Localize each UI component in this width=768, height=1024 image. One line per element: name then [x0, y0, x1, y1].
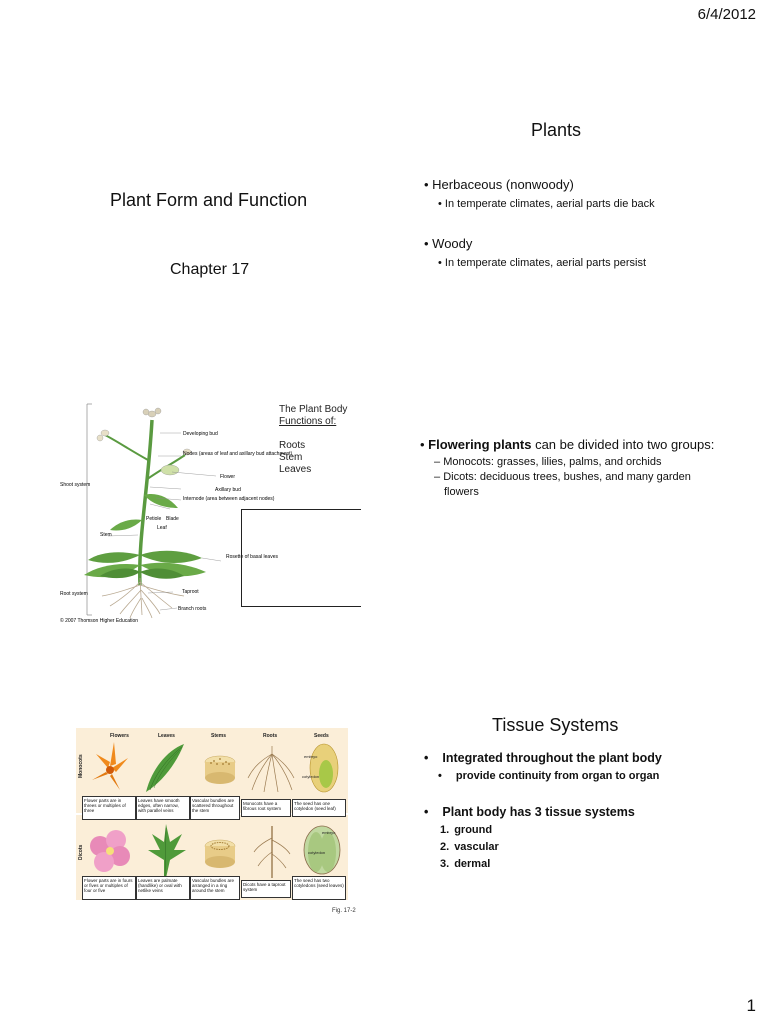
slide6-title: Tissue Systems [492, 715, 619, 735]
page-number: 1 [746, 996, 756, 1015]
caption-box: Leaves have smooth edges, often narrow, with parallel veins [136, 796, 190, 820]
flowering-plants-term: Flowering plants [428, 437, 532, 452]
label-branch-roots: Branch roots [178, 606, 207, 612]
dicot-seed-image [304, 826, 340, 874]
bullet-item: • Herbaceous (nonwoody) [424, 177, 574, 192]
column-flowers: Flowers [110, 733, 129, 739]
caption-box: Dicots have a taproot system [241, 880, 291, 898]
label-axillary-bud: Axillary bud [215, 487, 241, 493]
functions-label: Functions of: [279, 416, 337, 427]
caption-box: Vascular bundles are arranged in a ring around the stem [190, 876, 240, 900]
caption-box: Leaves are palmate (handlike) or oval with netlike veins [136, 876, 190, 900]
column-roots: Roots [263, 733, 278, 739]
empty-text-box [241, 509, 361, 607]
label-taproot: Taproot [182, 589, 199, 595]
slide2-title: Plants [531, 120, 582, 140]
label-developing-bud: Developing bud [183, 431, 218, 437]
plant-body-title: The Plant Body [279, 404, 348, 415]
caption-box: Flower parts are in fours or fives or multiples of four or five [82, 876, 136, 900]
label-petiole: Petiole [146, 516, 162, 522]
sub-bullet-item: • provide continuity from organ to organ [438, 770, 660, 782]
print-date: 6/4/2012 [697, 6, 756, 23]
label-blade: Blade [166, 516, 179, 522]
slide1-subtitle: Chapter 17 [170, 261, 250, 278]
monocot-stem-image [205, 756, 235, 784]
label-rosette: Rosette of basal leaves [226, 554, 278, 560]
label-internode: Internode (area between adjacent nodes) [183, 496, 275, 502]
seed-label-embryo: embryo [322, 830, 336, 835]
row-label-monocots: Monocots [78, 754, 84, 778]
figure-number: Fig. 17-2 [332, 908, 356, 914]
slide1-title: Plant Form and Function [110, 190, 308, 210]
function-item: Stem [279, 452, 303, 463]
label-root-system: Root system [60, 591, 88, 597]
function-item: Roots [279, 440, 306, 451]
row-label-dicots: Dicots [78, 844, 84, 860]
seed-label-cotyledons: cotyledon [308, 850, 326, 855]
dicot-stem-image [205, 840, 235, 868]
seed-label-embryo: embryo [304, 754, 318, 759]
caption-box: Monocots have a fibrous root system [241, 799, 291, 817]
sub-bullet-item: • In temperate climates, aerial parts persist [438, 257, 647, 269]
numbered-item: 1. ground [440, 824, 493, 836]
caption-box: Flower parts are in threes or multiples of three [82, 796, 136, 820]
plant-body-diagram [60, 400, 293, 628]
slide4-content [420, 436, 720, 500]
column-leaves: Leaves [158, 733, 175, 739]
bullet-item: • Woody [424, 236, 473, 251]
plant-body-heading [279, 404, 347, 428]
label-shoot-system: Shoot system [60, 482, 91, 488]
caption-box: Vascular bundles are scattered throughout the stem [190, 796, 240, 820]
functions-list [279, 440, 311, 476]
slide6-content [424, 750, 744, 873]
bullet-item: • Flowering plants can be divided into two groups: [420, 437, 715, 452]
label-flower: Flower [220, 474, 236, 480]
label-stem: Stem [100, 532, 112, 538]
column-stems: Stems [211, 733, 227, 739]
numbered-item: 3. dermal [440, 858, 491, 870]
sub-bullet-item: • In temperate climates, aerial parts die back [438, 198, 655, 210]
seed-label-cotyledon: cotyledon [302, 774, 320, 779]
label-leaf: Leaf [157, 525, 167, 531]
caption-box: The seed has one cotyledon (seed leaf) [292, 799, 346, 817]
diagram-copyright: © 2007 Thomson Higher Education [60, 618, 139, 624]
numbered-item: 2. vascular [440, 841, 499, 853]
label-nodes: Nodes (areas of leaf and axillary bud attachment) [183, 451, 293, 457]
function-item: Leaves [279, 464, 312, 475]
slide2-bullets [424, 176, 754, 272]
sub-bullet-item: – Monocots: grasses, lilies, palms, and orchids [434, 456, 662, 468]
column-seeds: Seeds [314, 733, 329, 739]
caption-box: The seed has two cotyledons (seed leaves) [292, 876, 346, 900]
sub-bullet-item: – Dicots: deciduous trees, bushes, and many garden flowers [434, 471, 691, 498]
bullet-item: • Integrated throughout the plant body [424, 751, 662, 765]
bullet-item: • Plant body has 3 tissue systems [424, 805, 635, 819]
